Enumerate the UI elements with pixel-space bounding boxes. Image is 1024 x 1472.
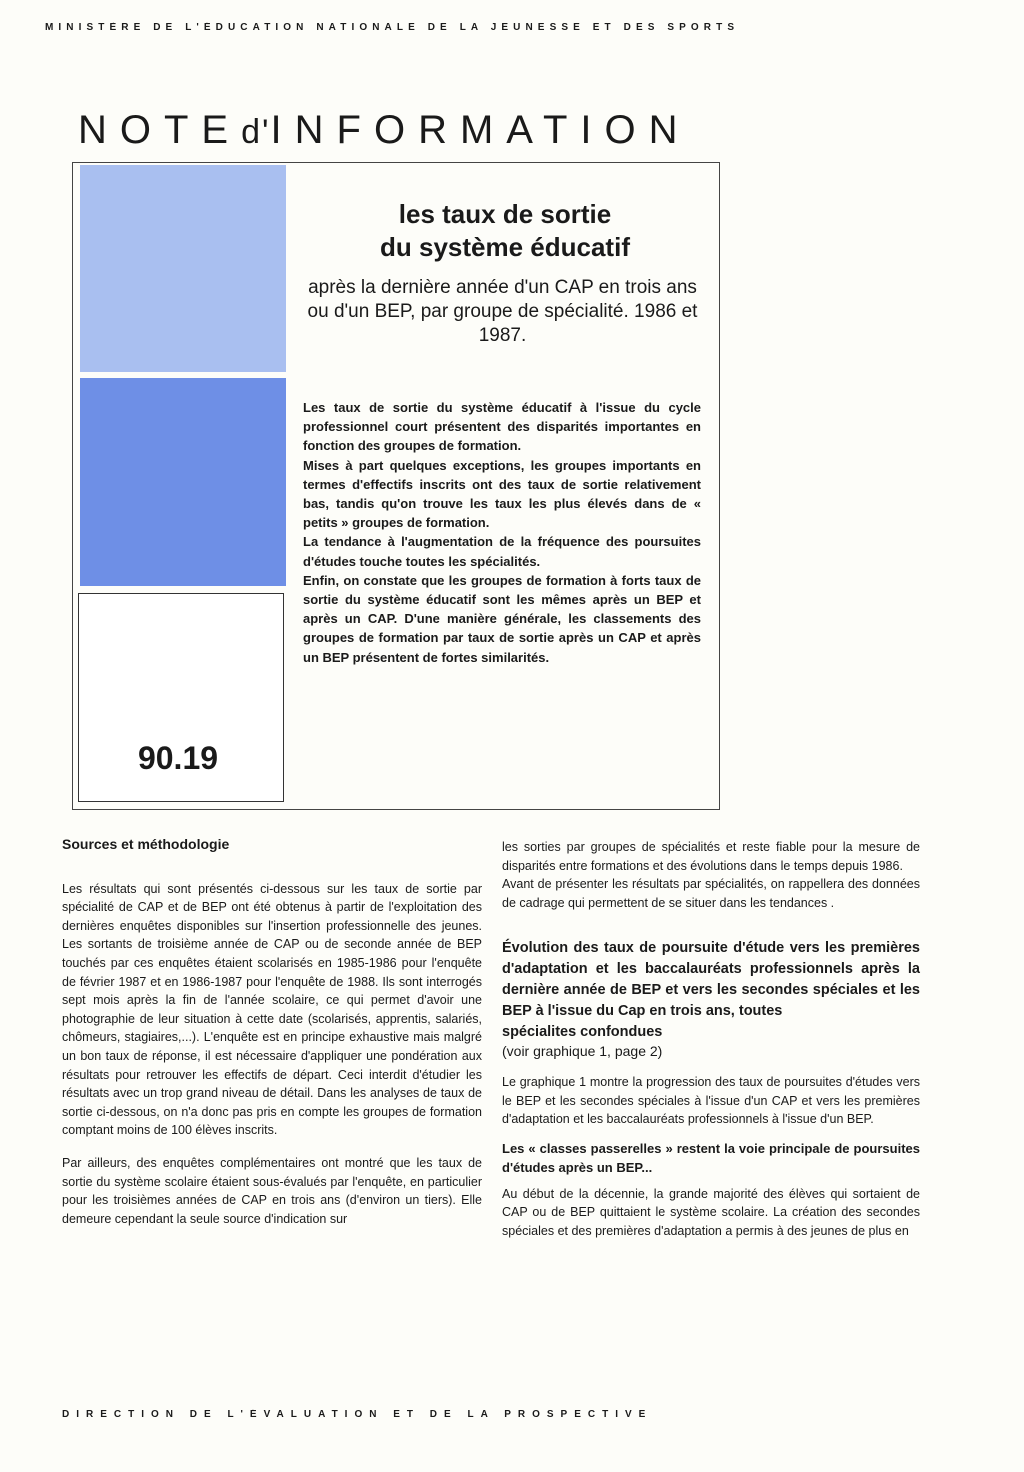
- graph-reference: (voir graphique 1, page 2): [502, 1043, 663, 1060]
- summary-paragraph: La tendance à l'augmentation de la fréquence des poursuites d'études touche toutes les spécialités.: [303, 534, 701, 569]
- headline-line-1: les taux de sortie: [398, 199, 612, 229]
- note-title: [78, 108, 691, 153]
- body-paragraph: Les résultats qui sont présentés ci-dessous sur les taux de sortie par spécialité de CAP et de BEP ont été obtenus à partir de l'exploitation des dernières enquêtes disponibles sur l'insertion professionnelle des jeunes. Les sortants de troisième année de CAP ou de seconde année de BEP touchés par ces enquêtes étaient scolarisés en 1985-1986 pour l'enquête de février 1987 et en 1986-1987 pour l'enquête de 1988. Ils sont interrogés sept mois après la fin de l'année scolaire, ce qui permet d'avoir une photographie de leur situation à cette date (scolarisés, apprentis, salariés, chômeurs, stagiaires,...). L'enquête est en principe exhaustive mais malgré un bon taux de réponse, il est nécessaire d'appliquer une pondération aux résultats pour retrouver les effectifs de départ. Ceci interdit d'étudier les résultats avec un trop grand niveau de détail. Dans les analyses de taux de sortie ci-dessous, on n'a donc pas pris en compte les groupes de formation comptant moins de 100 élèves inscrits.: [62, 881, 482, 1138]
- body-paragraph: Au début de la décennie, la grande majorité des élèves qui sortaient de CAP ou de BEP quittaient le système scolaire. La création des secondes spéciales et des premières d'adaptation a permis à des jeunes de plus en: [502, 1186, 920, 1238]
- section-heading-evolution: Évolution des taux de poursuite d'étude vers les premières d'adaptation et les baccalauréats professionnels après la dernière année de BEP et vers les secondes spéciales et les BEP à l'issue du Cap en trois ans, toutes: [502, 940, 920, 1020]
- ministry-header: MINISTÈRE DE L'ÉDUCATION NATIONALE DE LA JEUNESSE ET DES SPORTS: [45, 22, 740, 33]
- subheading-classes-passerelles: Les « classes passerelles » restent la voie principale de poursuites d'études après un BEP...: [502, 1140, 920, 1175]
- right-column: [502, 838, 920, 1241]
- headline: [300, 198, 710, 264]
- body-paragraph: les sorties par groupes de spécialités et reste fiable pour la mesure de disparités entre formations et des évolutions dans le temps depuis 1986.: [502, 840, 920, 873]
- decorative-block-light-blue: [80, 165, 286, 372]
- section-heading-evolution-end: spécialites confondues: [502, 1024, 663, 1041]
- subtitle: après la dernière année d'un CAP en trois ans ou d'un BEP, par groupe de spécialité. 1986 et 1987.: [307, 277, 698, 346]
- direction-footer: DIRECTION DE L'ÉVALUATION ET DE LA PROSPECTIVE: [62, 1409, 653, 1420]
- summary-paragraph: Enfin, on constate que les groupes de formation à forts taux de sortie du système éducatif sont les mêmes après un BEP et après un CAP. D'une manière générale, les classements des groupes de formation par taux de sortie après un CAP et après un BEP présentent de fortes similarités.: [303, 572, 701, 665]
- section-title-sources: Sources et méthodologie: [62, 836, 230, 852]
- body-paragraph: Le graphique 1 montre la progression des taux de poursuites d'études vers le BEP et les secondes spéciales à l'issue d'un CAP et vers les premières d'adaptation et les baccalauréats professionnels à l'issue d'un BEP.: [502, 1074, 920, 1127]
- headline-line-2: du système éducatif: [380, 232, 630, 262]
- title-information: INFORMATION: [270, 108, 691, 152]
- decorative-block-blue: [80, 378, 286, 586]
- body-paragraph: Avant de présenter les résultats par spécialités, on rappellera des données de cadrage qui permettent de se situer dans les tendances .: [502, 877, 920, 910]
- summary-paragraph: Les taux de sortie du système éducatif à l'issue du cycle professionnel court présentent des disparités importantes en fonction des groupes de formation.: [303, 400, 701, 454]
- issue-number: 90.19: [137, 740, 219, 776]
- title-d: d': [241, 113, 271, 151]
- left-column: [62, 835, 482, 1228]
- summary-paragraph: Mises à part quelques exceptions, les groupes importants en termes d'effectifs inscrits ont des taux de sortie relativement bas, tandis qu'on trouve les taux les plus élevés dans de « petits » groupes de formation.: [303, 457, 701, 531]
- body-paragraph: Par ailleurs, des enquêtes complémentaires ont montré que les taux de sortie du système scolaire étaient sous-évalués par l'enquête, en particulier pour les troisièmes années de CAP en trois ans (d'environ un tiers). Elle demeure cependant la seule source d'indication sur: [62, 1155, 482, 1226]
- summary: [303, 398, 701, 667]
- title-note: NOTE: [78, 108, 242, 152]
